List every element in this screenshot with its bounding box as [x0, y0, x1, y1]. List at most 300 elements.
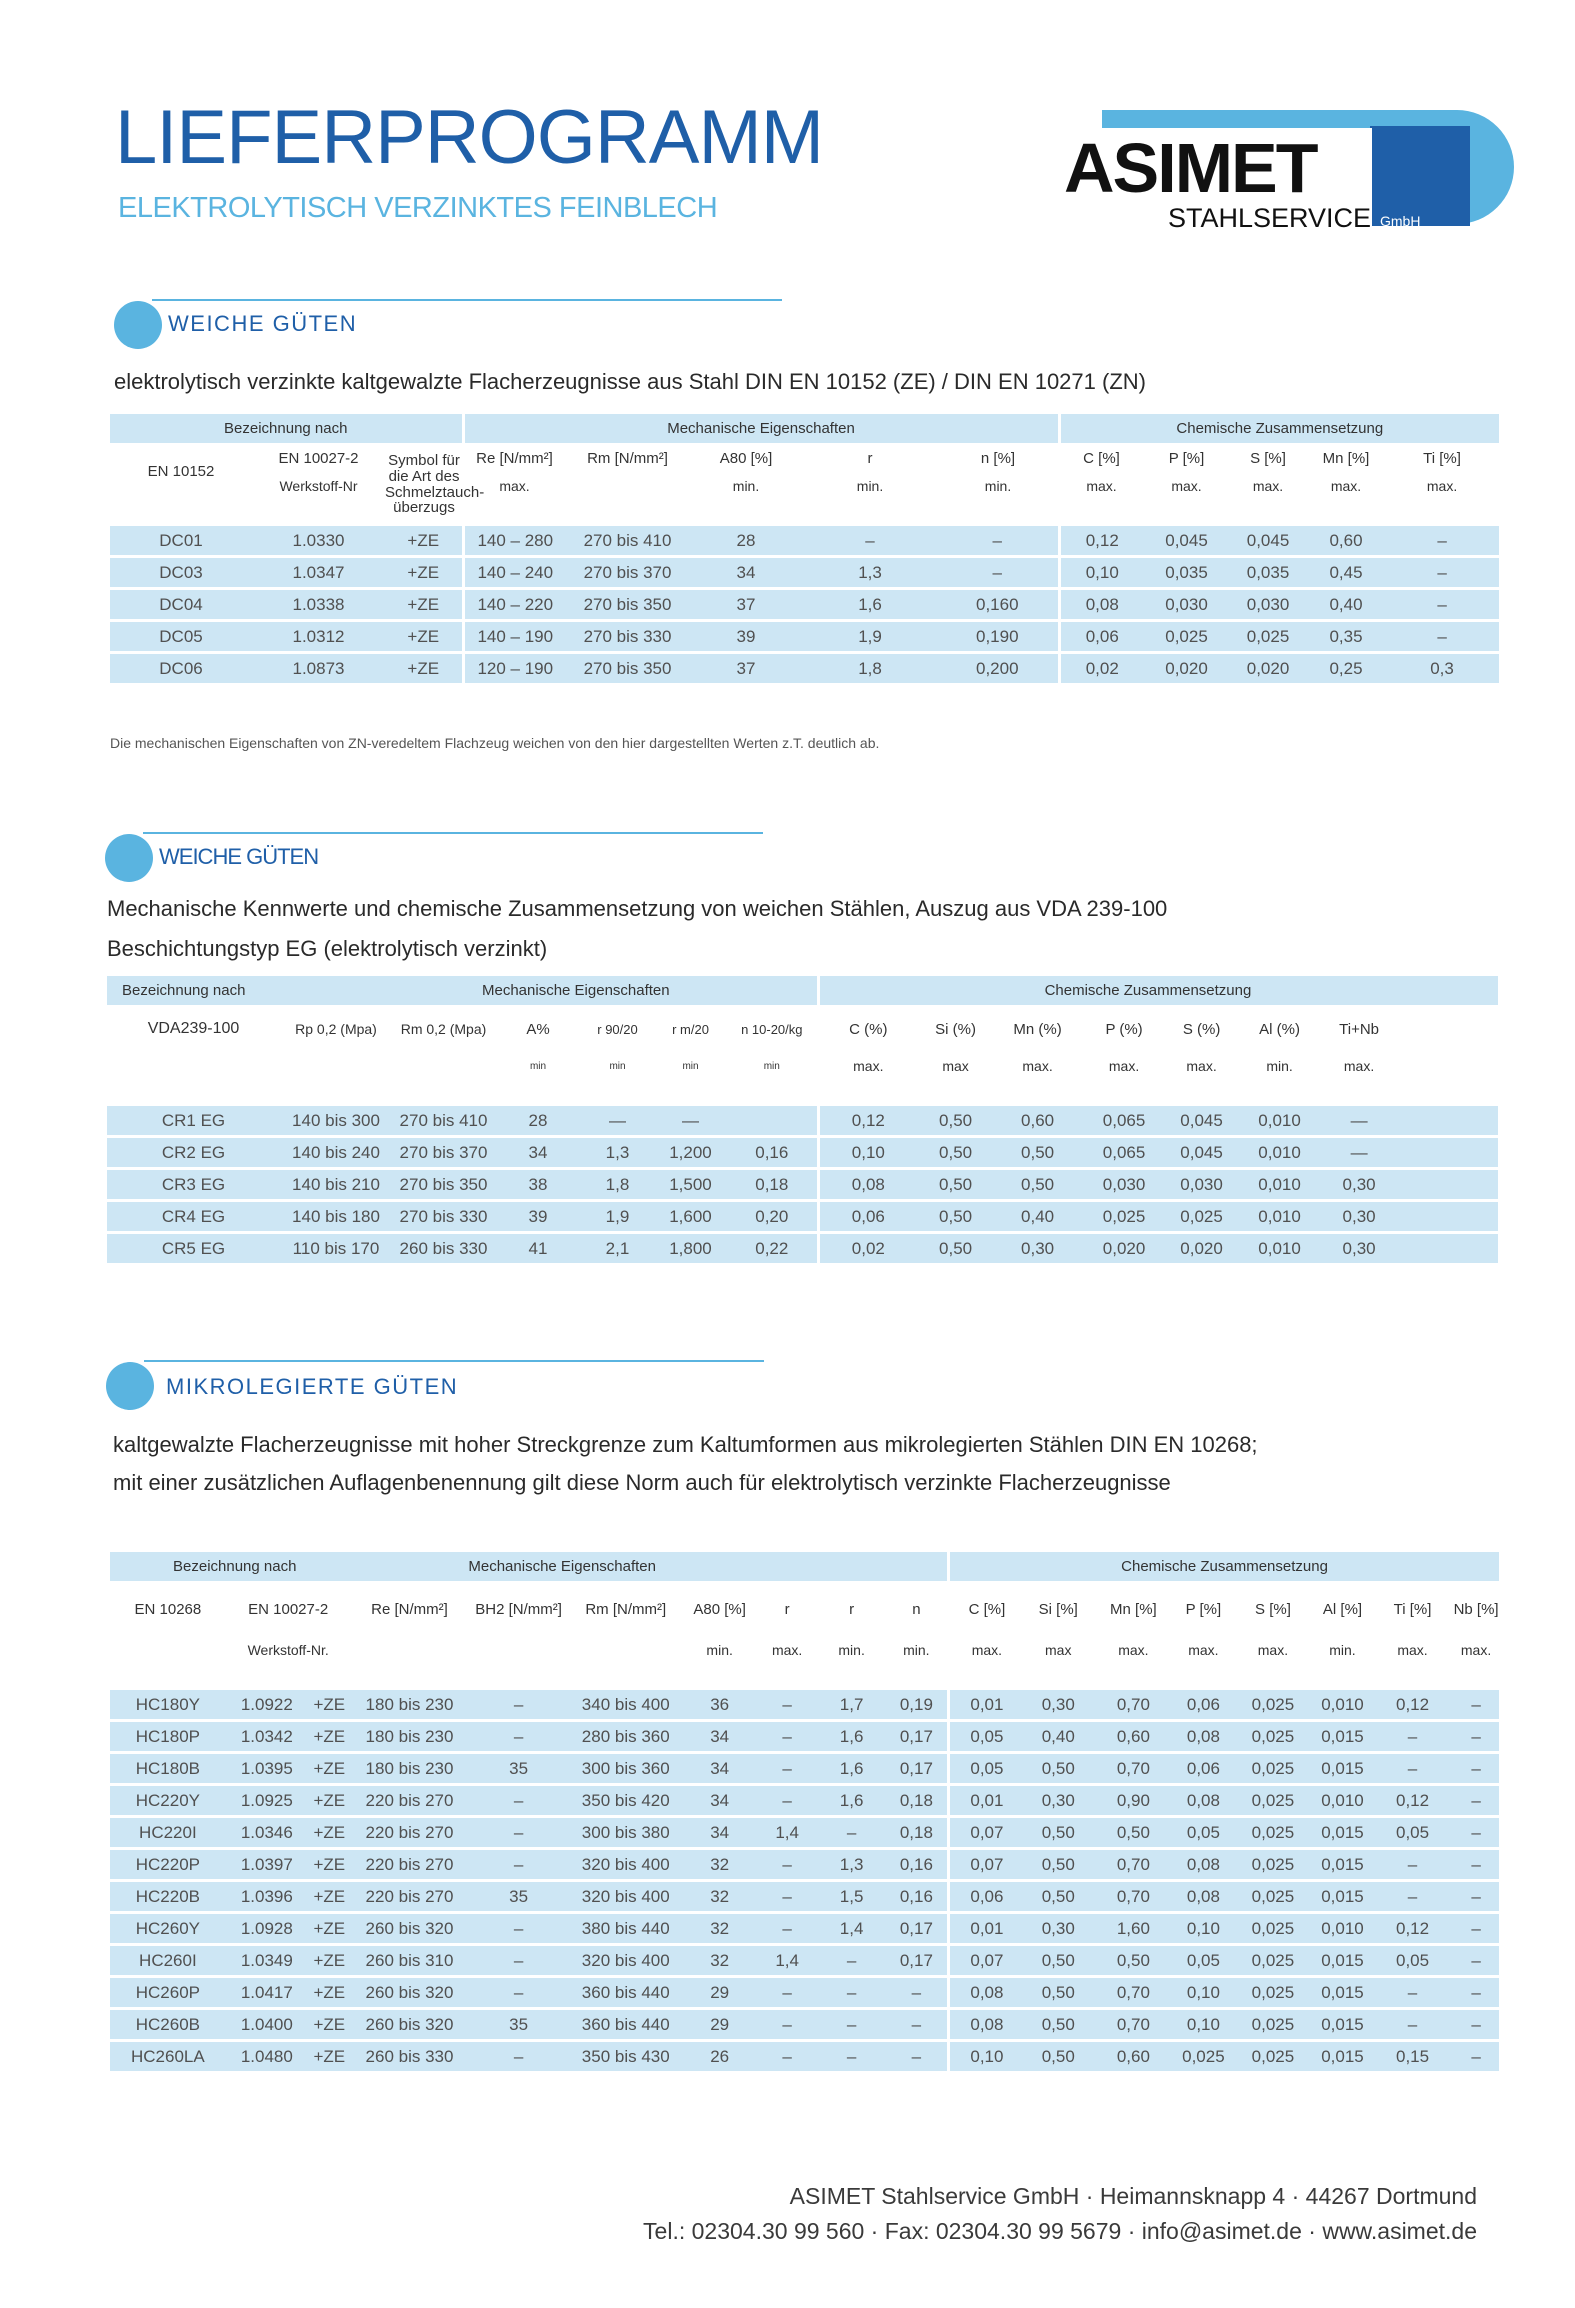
table-cell: 360 bis 440 [569, 1977, 683, 2009]
table-cell: 0,025 [1233, 1913, 1313, 1945]
table-cell: – [1372, 2009, 1453, 2041]
col-header-r: r [867, 449, 873, 467]
table-cell: HC180Y [110, 1690, 226, 1721]
limit-label: max. [1086, 478, 1117, 494]
col-header-symbol: Symbol für die Art des Schmelztauch-überzugs [385, 452, 485, 517]
table-cell: 0,18 [727, 1169, 818, 1201]
table-cell: 0,030 [1144, 589, 1229, 621]
table-cell-empty [1395, 1137, 1498, 1169]
table-cell: +ZE [385, 653, 463, 685]
table-cell: 0,50 [1024, 1945, 1093, 1977]
limit-label: max. [1343, 1058, 1375, 1074]
table-cell: – [1453, 1690, 1499, 1721]
table-cell: 260 bis 320 [351, 2009, 469, 2041]
table-cell: 270 bis 370 [392, 1137, 495, 1169]
table-cell: 1,4 [818, 1913, 886, 1945]
table-cell: – [1385, 557, 1499, 589]
limit-label: max [942, 1058, 969, 1074]
table-row [107, 1169, 1498, 1201]
table-cell: 1.0342 [226, 1721, 308, 1753]
table-cell: 1,6 [803, 589, 937, 621]
table-cell: – [1453, 1945, 1499, 1977]
table-cell: 340 bis 400 [569, 1690, 683, 1721]
table-cell: 0,08 [818, 1169, 917, 1201]
table-cell: 0,30 [994, 1233, 1081, 1265]
table-cell: 1.0480 [226, 2041, 308, 2073]
table-cell: 0,50 [1024, 1849, 1093, 1881]
limit-label: max. [1426, 478, 1458, 494]
col-header-tinb: Ti+Nb [1339, 1020, 1379, 1038]
col-header-a80: A80 [%] [719, 449, 773, 467]
table-cell: — [1323, 1106, 1395, 1137]
table-cell: 0,15 [1372, 2041, 1453, 2073]
table-cell: 0,10 [1174, 1913, 1233, 1945]
col-header-mn: Mn (%) [1013, 1020, 1062, 1038]
table-cell: 0,35 [1307, 621, 1385, 653]
table-row [110, 1721, 1499, 1753]
section-heading-label: MIKROLEGIERTE GÜTEN [166, 1374, 459, 1399]
table-cell: – [1372, 1977, 1453, 2009]
table-cell: 1.0922 [226, 1690, 308, 1721]
limit-label: min. [838, 1642, 865, 1658]
table-cell: 0,60 [1093, 2041, 1174, 2073]
table-cell: 0,90 [1093, 1785, 1174, 1817]
table-cell: HC220Y [110, 1785, 226, 1817]
col-header-nb: Nb [%] [1453, 1600, 1499, 1618]
table-cell: – [1453, 1977, 1499, 2009]
table-cell: 0,50 [1024, 2041, 1093, 2073]
table-cell: 0,025 [1233, 1977, 1313, 2009]
table-row [107, 1233, 1498, 1265]
group-bezeichnung: Bezeichnung nach [110, 414, 463, 443]
table-cell: 0,020 [1167, 1233, 1236, 1265]
col-header-al: Al (%) [1259, 1020, 1300, 1038]
table-cell: 0,10 [1059, 557, 1144, 589]
table-cell: 0,025 [1233, 1849, 1313, 1881]
table-cell: 0,70 [1093, 1977, 1174, 2009]
table-cell: 0,030 [1229, 589, 1307, 621]
table-cell: 0,17 [886, 1753, 949, 1785]
table-cell: 0,70 [1093, 2009, 1174, 2041]
table-cell: 0,08 [1059, 589, 1144, 621]
table-cell: 0,10 [818, 1137, 917, 1169]
table-cell: 0,70 [1093, 1753, 1174, 1785]
table-cell: 0,10 [1174, 2009, 1233, 2041]
table-cell: 180 bis 230 [351, 1753, 469, 1785]
col-header-si: Si [%] [1038, 1600, 1078, 1618]
table-cell: 0,18 [886, 1817, 949, 1849]
table-cell: 1.0873 [252, 653, 385, 685]
table-cell: 0,50 [917, 1169, 994, 1201]
table-cell: 1.0346 [226, 1817, 308, 1849]
table-cell: 0,08 [949, 1977, 1024, 2009]
group-bezeichnung: Bezeichnung nach [107, 976, 392, 1005]
table-cell: 0,05 [1372, 1817, 1453, 1849]
table-cell: 300 bis 360 [569, 1753, 683, 1785]
col-header-c: C [%] [968, 1600, 1006, 1618]
table-cell: +ZE [385, 589, 463, 621]
table-cell: 140 – 220 [463, 589, 566, 621]
table-cell: CR2 EG [107, 1137, 280, 1169]
table-cell: 0,50 [1024, 1977, 1093, 2009]
table-cell: 0,025 [1233, 1785, 1313, 1817]
table-cell: 140 bis 300 [280, 1106, 392, 1137]
table-cell: 0,030 [1167, 1169, 1236, 1201]
table-cell: 220 bis 270 [351, 1849, 469, 1881]
table-cell: 0,010 [1313, 1690, 1372, 1721]
table-cell: HC220I [110, 1817, 226, 1849]
table-cell: 0,06 [949, 1881, 1024, 1913]
table-cell: CR5 EG [107, 1233, 280, 1265]
section-bullet-icon [106, 1362, 154, 1410]
table-cell: – [1385, 526, 1499, 557]
table-cell: 0,015 [1313, 1945, 1372, 1977]
table-cell: 0,20 [727, 1201, 818, 1233]
table-cell: 0,25 [1307, 653, 1385, 685]
col-header-c: C (%) [849, 1020, 888, 1038]
table-cell: 1.0928 [226, 1913, 308, 1945]
table-cell: – [1453, 1817, 1499, 1849]
table-cell: 1.0349 [226, 1945, 308, 1977]
group-bezeichnung: Bezeichnung nach [110, 1552, 468, 1581]
table-cell: 0,40 [1024, 1721, 1093, 1753]
limit-label: min [609, 1060, 626, 1072]
table-cell-empty [1395, 1233, 1498, 1265]
table-cell: 0,60 [1307, 526, 1385, 557]
table-row [110, 1690, 1499, 1721]
table-cell: 29 [683, 2009, 757, 2041]
table-cell: – [886, 1977, 949, 2009]
col-header-mn: Mn [%] [1322, 449, 1370, 467]
table-cell: 0,50 [1024, 1817, 1093, 1849]
table-cell: HC180B [110, 1753, 226, 1785]
table-cell: – [1372, 1849, 1453, 1881]
table-cell: 0,025 [1233, 1753, 1313, 1785]
table-cell: 0,70 [1093, 1690, 1174, 1721]
table-cell: – [468, 1977, 569, 2009]
table-cell: 1.0395 [226, 1753, 308, 1785]
table-cell: 1.0925 [226, 1785, 308, 1817]
table-cell: – [886, 2009, 949, 2041]
table-row [110, 1881, 1499, 1913]
group-mechanisch: Mechanische Eigenschaften [463, 414, 1059, 443]
table-cell: 0,015 [1313, 1849, 1372, 1881]
table-cell: 39 [689, 621, 803, 653]
table-cell: 0,025 [1233, 2041, 1313, 2073]
table-cell: 260 bis 320 [351, 1913, 469, 1945]
table-cell: 0,06 [1174, 1753, 1233, 1785]
table-cell: – [886, 2041, 949, 2073]
table-cell: – [468, 1913, 569, 1945]
table-row [107, 1137, 1498, 1169]
table-cell: 1,600 [654, 1201, 727, 1233]
table-cell: 1,8 [581, 1169, 654, 1201]
table-cell: +ZE [308, 1817, 351, 1849]
table-cell: 0,05 [1174, 1945, 1233, 1977]
table-cell: 0,025 [1233, 1690, 1313, 1721]
table-cell: – [468, 1785, 569, 1817]
col-header-n: n [886, 1581, 949, 1637]
section2-intro-1: Mechanische Kennwerte und chemische Zusammensetzung von weichen Stählen, Auszug aus VDA 239-100 [107, 896, 1168, 921]
table-cell: – [937, 526, 1059, 557]
table-weiche-guten-vda [107, 976, 1498, 1266]
table-cell: 36 [683, 1690, 757, 1721]
col-header-n: n [%] [980, 449, 1016, 467]
table-cell: 0,015 [1313, 1881, 1372, 1913]
table-cell: CR3 EG [107, 1169, 280, 1201]
table-weiche-guten-en10152 [110, 414, 1499, 686]
table-cell: 26 [683, 2041, 757, 2073]
table-cell: 1.0330 [252, 526, 385, 557]
table-row [110, 653, 1499, 685]
logo-brand-text: ASIMET [1064, 129, 1317, 207]
table-cell: 1,9 [803, 621, 937, 653]
table-cell: – [757, 2041, 818, 2073]
asimet-logo [1062, 110, 1512, 240]
table-cell-empty [1395, 1106, 1498, 1137]
table-cell: 41 [495, 1233, 581, 1265]
table-cell: 1.0400 [226, 2009, 308, 2041]
table-cell: 270 bis 370 [566, 557, 689, 589]
section-heading-label: WEICHE GÜTEN [159, 844, 319, 869]
table-cell: – [1453, 1753, 1499, 1785]
table-cell: 0,07 [949, 1849, 1024, 1881]
table-cell: 0,06 [818, 1201, 917, 1233]
table-cell: CR4 EG [107, 1201, 280, 1233]
table-cell: 0,025 [1174, 2041, 1233, 2073]
table-cell: HC260LA [110, 2041, 226, 2073]
footer-address: ASIMET Stahlservice GmbH · Heimannsknapp 4 · 44267 Dortmund [789, 2183, 1477, 2209]
table-cell: 350 bis 430 [569, 2041, 683, 2073]
col-header-rm20: r m/20 [672, 1021, 709, 1037]
table-cell: 0,12 [818, 1106, 917, 1137]
table-cell: 37 [689, 589, 803, 621]
table-cell: – [1372, 1721, 1453, 1753]
table-cell: 260 bis 330 [351, 2041, 469, 2073]
limit-label: min. [886, 1637, 949, 1663]
table-cell: – [757, 2009, 818, 2041]
table-cell: +ZE [308, 1945, 351, 1977]
limit-label: max [1045, 1642, 1072, 1658]
table-cell: DC01 [110, 526, 252, 557]
table-cell: – [818, 2009, 886, 2041]
table-cell: 1,4 [757, 1945, 818, 1977]
table-cell: – [937, 557, 1059, 589]
table-cell: 140 – 190 [463, 621, 566, 653]
table-cell: 140 – 240 [463, 557, 566, 589]
section-heading-label: WEICHE GÜTEN [168, 311, 358, 336]
table-cell: – [468, 1849, 569, 1881]
table-cell: 220 bis 270 [351, 1817, 469, 1849]
col-header-n: n 10-20/kg [727, 1005, 818, 1053]
table-row [110, 1977, 1499, 2009]
table-cell: HC260Y [110, 1913, 226, 1945]
col-header-en10268: EN 10268 [134, 1600, 202, 1618]
table-cell: 0,020 [1081, 1233, 1167, 1265]
table-cell: 0,18 [886, 1785, 949, 1817]
group-mechanisch: Mechanische Eigenschaften [468, 1552, 948, 1581]
table-cell: 1,6 [818, 1785, 886, 1817]
table-cell: 1,800 [654, 1233, 727, 1265]
table-cell: 1.0417 [226, 1977, 308, 2009]
table-row [110, 1849, 1499, 1881]
col-header-si: Si (%) [935, 1020, 976, 1038]
table-cell: 1,6 [818, 1753, 886, 1785]
col-header-mn: Mn [%] [1110, 1600, 1157, 1618]
table-cell: 180 bis 230 [351, 1721, 469, 1753]
table-cell: 140 bis 240 [280, 1137, 392, 1169]
limit-label: max. [1397, 1642, 1428, 1658]
table-cell: – [468, 2041, 569, 2073]
table-cell: 35 [468, 1753, 569, 1785]
table-cell: 220 bis 270 [351, 1881, 469, 1913]
table-cell: 0,010 [1236, 1233, 1323, 1265]
col-header-a: A% [526, 1020, 550, 1038]
section3-intro-2: mit einer zusätzlichen Auflagenbenennung gilt diese Norm auch für elektrolytisch verzinkte Flacherzeugnisse [113, 1470, 1171, 1495]
table-cell: DC05 [110, 621, 252, 653]
table-cell: 0,200 [937, 653, 1059, 685]
table-cell: CR1 EG [107, 1106, 280, 1137]
table-cell: – [757, 1690, 818, 1721]
table-cell: 270 bis 350 [566, 589, 689, 621]
table-cell: 34 [495, 1137, 581, 1169]
table-cell: 0,70 [1093, 1849, 1174, 1881]
table-cell: 0,16 [727, 1137, 818, 1169]
table-cell: – [757, 1849, 818, 1881]
table-cell: 270 bis 410 [566, 526, 689, 557]
col-header-c: C [%] [1083, 449, 1120, 467]
table-cell: +ZE [308, 1721, 351, 1753]
table-cell: 0,015 [1313, 1817, 1372, 1849]
table-cell: 1.0397 [226, 1849, 308, 1881]
table-cell: 0,40 [994, 1201, 1081, 1233]
table-cell: 380 bis 440 [569, 1913, 683, 1945]
col-header-en10027: EN 10027-2 [278, 449, 359, 467]
table-cell: 39 [495, 1201, 581, 1233]
group-mechanisch: Mechanische Eigenschaften [392, 976, 818, 1005]
table-cell: 0,015 [1313, 1977, 1372, 2009]
table-cell: 35 [468, 1881, 569, 1913]
table-cell: 0,015 [1313, 1753, 1372, 1785]
limit-label: max. [1330, 478, 1362, 494]
group-chemisch: Chemische Zusammensetzung [1059, 414, 1499, 443]
table-cell: 0,30 [1024, 1690, 1093, 1721]
table-cell: 0,50 [917, 1233, 994, 1265]
table-cell: 1,9 [581, 1201, 654, 1233]
table-cell: – [757, 1753, 818, 1785]
limit-label: max. [1118, 1642, 1149, 1658]
logo-suffix-text: GmbH [1380, 213, 1421, 229]
table-cell: HC180P [110, 1721, 226, 1753]
table-cell: – [468, 1817, 569, 1849]
table-cell: 270 bis 410 [392, 1106, 495, 1137]
table-cell: 1,3 [581, 1137, 654, 1169]
table-cell: 0,020 [1229, 653, 1307, 685]
table-cell: 0,08 [1174, 1881, 1233, 1913]
limit-label: max. [1171, 478, 1202, 494]
table-cell: 0,08 [1174, 1785, 1233, 1817]
table-cell: 1.0396 [226, 1881, 308, 1913]
table-cell: 0,70 [1093, 1881, 1174, 1913]
table-cell: 0,12 [1372, 1785, 1453, 1817]
limit-label: min [682, 1060, 699, 1072]
group-chemisch: Chemische Zusammensetzung [949, 1552, 1499, 1581]
table-cell: 140 – 280 [463, 526, 566, 557]
col-header-ti: Ti [%] [1393, 1600, 1432, 1618]
table-cell: 32 [683, 1881, 757, 1913]
limit-label: min. [706, 1642, 733, 1658]
table-cell: 0,05 [1372, 1945, 1453, 1977]
table-cell: 0,08 [1174, 1849, 1233, 1881]
table-cell: DC04 [110, 589, 252, 621]
col-header-werkstoff: Werkstoff-Nr [279, 478, 358, 494]
table-cell: 270 bis 330 [566, 621, 689, 653]
table-cell: 0,025 [1233, 1817, 1313, 1849]
table-cell: 0,05 [949, 1721, 1024, 1753]
table-cell: HC260B [110, 2009, 226, 2041]
table-cell: 0,045 [1167, 1137, 1236, 1169]
table-cell: — [581, 1106, 654, 1137]
table-cell: 1.0312 [252, 621, 385, 653]
table-cell: 0,035 [1144, 557, 1229, 589]
table-cell: 0,17 [886, 1721, 949, 1753]
table-cell: 0,010 [1236, 1169, 1323, 1201]
table-cell: 320 bis 400 [569, 1881, 683, 1913]
table-cell: 0,30 [1024, 1913, 1093, 1945]
table-cell: 360 bis 440 [569, 2009, 683, 2041]
limit-label: max. [1108, 1058, 1140, 1074]
limit-label: min [727, 1053, 818, 1079]
limit-label: max. [771, 1642, 803, 1658]
col-header-rm: Rm [N/mm²] [585, 1600, 667, 1618]
table-cell: 0,50 [917, 1137, 994, 1169]
table-cell: 0,01 [949, 1785, 1024, 1817]
table-cell: — [654, 1106, 727, 1137]
table-cell-empty [1395, 1169, 1498, 1201]
limit-label: max. [1460, 1642, 1492, 1658]
table-row [110, 526, 1499, 557]
table-cell: HC220B [110, 1881, 226, 1913]
table-cell: 0,025 [1233, 2009, 1313, 2041]
table-row [110, 621, 1499, 653]
table-cell: 0,10 [1174, 1977, 1233, 2009]
table-cell: – [1453, 1849, 1499, 1881]
table-cell: +ZE [308, 1785, 351, 1817]
col-header-en10152: EN 10152 [147, 462, 215, 480]
table-cell: 0,08 [1174, 1721, 1233, 1753]
table-cell: 0,16 [886, 1849, 949, 1881]
table-row [110, 1945, 1499, 1977]
table-cell: 0,02 [1059, 653, 1144, 685]
table-cell: 300 bis 380 [569, 1817, 683, 1849]
table-cell: 1,5 [818, 1881, 886, 1913]
table-cell: – [757, 1977, 818, 2009]
table-cell: 0,50 [1093, 1817, 1174, 1849]
table-cell: +ZE [308, 1753, 351, 1785]
table-cell: 270 bis 350 [392, 1169, 495, 1201]
table-cell: 0,40 [1307, 589, 1385, 621]
table-cell: 0,190 [937, 621, 1059, 653]
table-cell: 280 bis 360 [569, 1721, 683, 1753]
table-cell: HC220P [110, 1849, 226, 1881]
table-cell: – [1453, 2009, 1499, 2041]
table-cell: 1,60 [1093, 1913, 1174, 1945]
table-cell: +ZE [308, 1881, 351, 1913]
table-cell: 0,025 [1233, 1881, 1313, 1913]
limit-label: min [529, 1060, 547, 1072]
table-cell: 0,30 [1323, 1201, 1395, 1233]
table-row [110, 557, 1499, 589]
